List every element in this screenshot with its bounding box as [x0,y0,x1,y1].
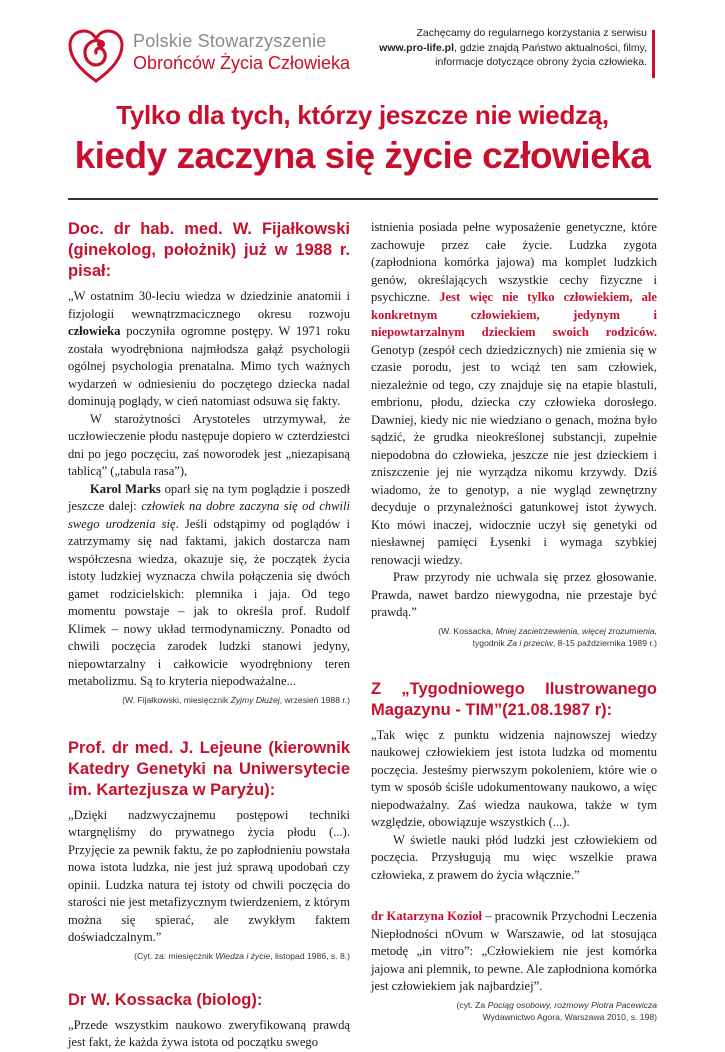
cite-a: (Cyt. za: miesięcznik [134,950,216,961]
section-lejeune-heading: Prof. dr med. J. Lejeune (kierownik Katedry Genetyki na Uniwersytecie im. Kartezjusza w Paryżu): [68,738,350,799]
tim-paragraph-2: W świetle nauki płód ludzki jest człowiekiem od poczęcia. Przysługują mu więc wszelkie prawa człowieka, z prawem do życia włącznie.” [371,832,657,882]
p3-text-d: . Jeśli odstąpimy od poglądów i zatrzymamy się nad faktami, jakich dostarcza nam współczesna wiedza, okazuje się, że początek życia istoty ludzkiej wyznacza chwila połączenia się dwóch gamet rodzicielskich: plemnika i jaja. Od tego momentu powstaje – jak to określa prof. Rudolf Klimek – nowy układ termodynamiczny. Ponadto od chwili poczęcia zarodek ludzki stanowi jedyny, niepowtarzalny i całkowicie wyodrębniony teren metabolizmu. Są to kryteria niepodważalne... [68,516,350,688]
cite-c: , wrzesień 1988 r.) [279,694,350,705]
lejeune-paragraph: „Dzięki nadzwyczajnemu postępowi techniki wtargnęliśmy do prywatnego życia płodu (...). Przyjęcie za pewnik faktu, że po zapłodnieniu powstała nowa istota ludzka, nie jest już sprawą upodobań czy opinii. Ludzka natura tej istoty od chwili poczęcia do starości nie jest metafizycznym twierdzeniem, z którym można się spierać, ale zwykłym faktem doświadczalnym.” [68,807,350,944]
kossacka-paragraph-2: Praw przyrody nie uchwala się przez głosowanie. Prawda, nawet bardzo niewygodna, nie przestaje być prawdą.” [371,570,657,619]
cite-b: Mniej zacietrzewienia, więcej zrozumienia, [495,625,657,636]
koziol-paragraph [371,908,657,996]
section-fijalkowski-heading: Doc. dr hab. med. W. Fijałkowski (ginekolog, położnik) już w 1988 r. pisał: [68,220,350,280]
cite-a: (W. Fijałkowski, miesięcznik [122,694,231,705]
cite-b: Żyjmy Dłużej [230,694,280,705]
promo-text [347,26,647,70]
kos-text-a: istnienia posiada pełne wyposażenie genetyczne, które zachowuje przez całe życie. Ludzka zygota (zapłodniona komórka jajowa) ma komplet ludzkich genów, określających wszystkie cechy fizyczne i psychiczne. [371,220,657,304]
koziol-citation-line1 [371,999,657,1011]
p1-bold: człowieka [68,324,121,338]
cite-c: tygodnik [472,637,508,648]
cite-b: Pociąg osobowy, rozmowy Piotra Pacewicza [487,999,657,1010]
right-column [371,219,657,1023]
fijalkowski-paragraph-2: W starożytności Arystoteles utrzymywał, że uczłowieczenie płodu następuje dopiero w czterdziestci dni po jego poczęciu, zaś noworodek jest „niezapisaną tablicą” („tabula rasa”), [68,411,350,478]
kossacka-citation-line1 [371,625,657,637]
fetus-heart-logo-icon [66,27,126,87]
section-kossacka-heading: Dr W. Kossacka (biolog): [68,990,263,1009]
cite-a: (W. Kossacka, [438,625,496,636]
promo-line2 [347,41,647,56]
org-name-line1: Polskie Stowarzyszenie [133,31,327,51]
org-name-line2: Obrońców Życia Człowieka [133,53,351,73]
fijalkowski-paragraph-1 [68,288,350,411]
koziol-name: dr Katarzyna Kozioł [371,909,483,923]
koziol-citation [371,999,657,1023]
kossacka-paragraph-start: „Przede wszystkim naukowo zweryfikowaną prawdą jest fakt, że każda żywa istota od początku swego [68,1017,350,1049]
cite-d: Za i przeciw [507,637,553,648]
title-line1: Tylko dla tych, którzy jeszcze nie wiedzą, [116,100,609,130]
kos-text-b: Genotyp (zespół cech dziedzicznych) nie zmienia się w czasie porodu, jest to wciąż ten sam człowiek, niezależnie od tego, czy znajduje się na etapie blastuli, embrionu, płodu, dziecka czy człowieka dorosłego. Dawniej, kiedy nic nie wiedziano o genach, można było sądzić, że grudka nieokreślonej substancji, zupełnie niepodobna do człowieka, jeszcze nie jest dzieckiem i zniszczenie jej nie wyrządza nikomu krzywdy. Dziś wiadomo, że to genotyp, a nie wygląd zewnętrzny decyduje o przynależności gatunkowej istot żywych. Kto mówi inaczej, widocznie uczył się genetyki od niesławnej pamięci Łysenki i wymaga szybkiej renowacji wiedzy. [371,342,657,567]
p3-italic: człowiek na dobre zaczyna się od chwili swego urodzenia się [68,499,350,531]
promo-line1: Zachęcamy do regularnego korzystania z serwisu [416,27,647,39]
promo-line3: informacje dotyczące obrony życia człowieka. [435,56,647,68]
fijalkowski-paragraph-3 [68,481,350,691]
cite-b: Wiedza i życie [215,950,271,961]
title-divider [68,198,658,200]
cite-c: , listopad 1986, s. 8.) [270,950,350,961]
kossacka-citation [371,625,657,649]
p1-text-c: poczyniła ogromne postępy. W 1971 roku została wyodrębniona najmłodsza gałąź psychologii ogólnej psychologia prenatalna. Mimo tych ważnych wydarzeń w odniesieniu do poczętego dziecka nadal dominują poglądy, w cień natomiast odsuwa się fakty. [68,324,350,408]
cite-e: , 8-15 października 1989 r.) [552,637,657,648]
title-line2: kiedy zaczyna się życie człowieka [74,135,651,176]
p1-text-a: „W ostatnim 30-leciu wiedza w dziedzinie anatomii i fizjologii wewnątrzmacicznego okresu rozwoju [68,289,350,321]
promo-line2-rest: , gdzie znajdą Państwo aktualności, filmy, [454,41,647,54]
promo-site-link[interactable]: www.pro-life.pl [379,41,455,54]
koziol-citation-line2: Wydawnictwo Agora, Warszawa 2010, s. 198) [482,1011,657,1022]
koziol-text: – pracownik Przychodni Leczenia Niepłodności nOvum w Warszawie, od lat stosująca metodę „in vitro”: „Człowiekiem nie jest komórka jajowa ani plemnik, to pewne. Ale zapłodniona komórka jest człowiekiem jak najbardziej”. [371,909,657,993]
kos-red-emphasis: Jest więc nie tylko człowiekiem, ale konkretnym człowiekiem, jedynym i niepowtarzalnym dzieckiem swoich rodziców. [371,290,658,339]
promo-accent-bar [652,30,655,78]
marks-bold: Karol Marks [90,481,161,496]
lejeune-citation [68,950,350,962]
kossacka-citation-line2 [371,637,657,649]
p3-text-b: oparł się na tym poglądzie i poszedł jeszcze dalej: [68,481,350,513]
cite-a: (cyt. Za [456,999,488,1010]
section-tim-heading: Z „Tygodniowego Ilustrowanego Magazynu - TIM”(21.08.1987 r): [371,679,657,719]
tim-paragraph-1: „Tak więc z punktu widzenia najnowszej wiedzy naukowej człowiekiem jest istota ludzka od momentu poczęcia. Jesteśmy pierwszym pokoleniem, które wie o tym w sposób ściśle udokumentowany naukowo, a więc niepodważalny. Zaś wiedza naukowa, także w tym względzie, obowiązuje wszystkich (...). [371,727,657,829]
kossacka-paragraph-cont [371,219,657,569]
left-column [68,219,350,1052]
fijalkowski-citation [68,694,350,706]
logo [66,27,126,87]
